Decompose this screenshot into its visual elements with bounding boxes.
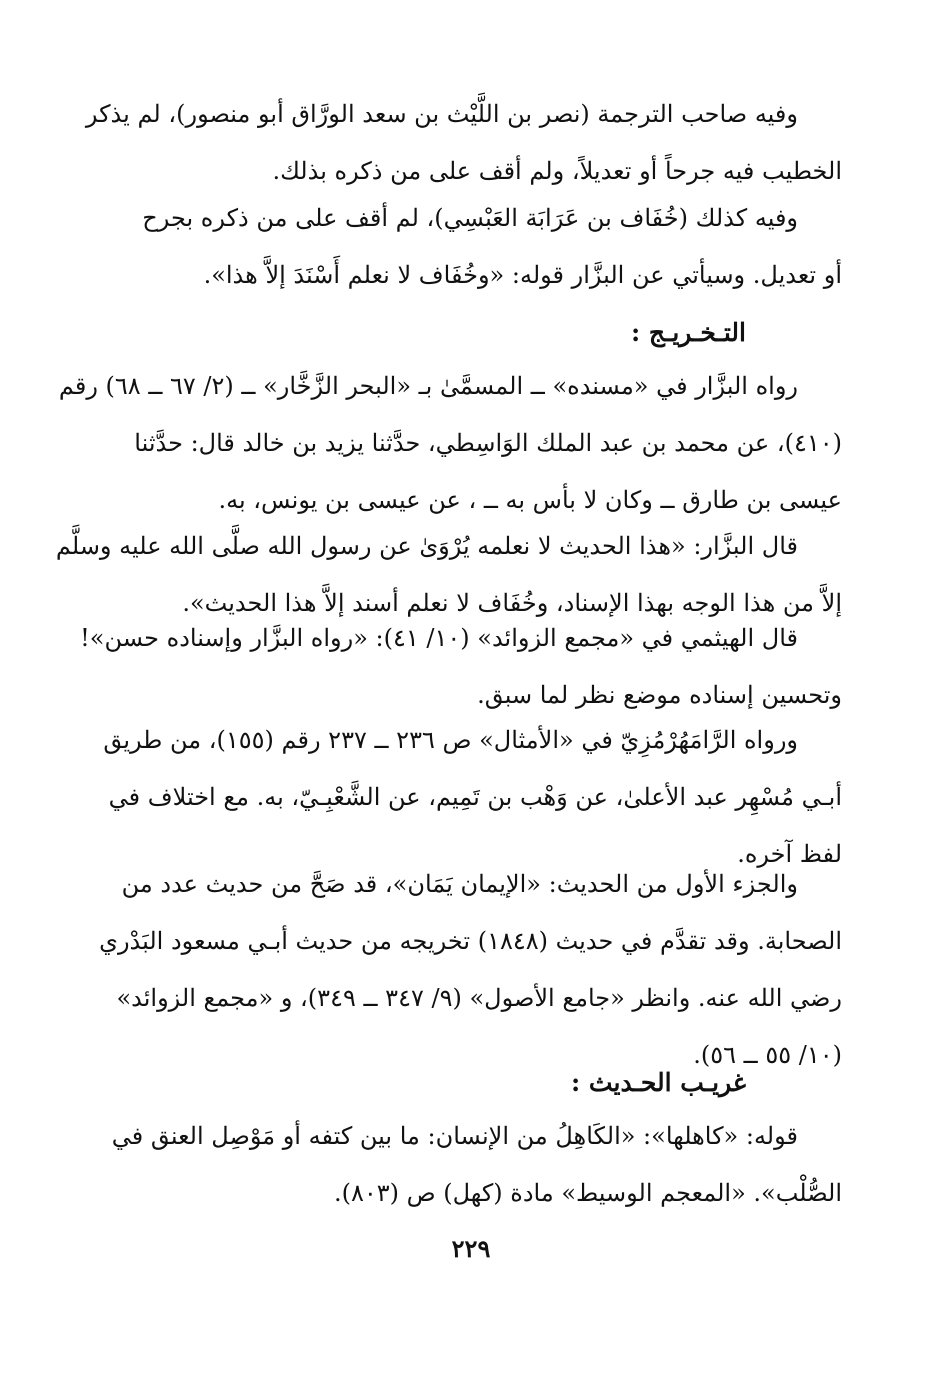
text-line: عيسى بن طارق ــ وكان لا بأس به ــ ، عن عيسى بن يونس، به.	[218, 486, 842, 514]
text-line: (١٠/ ٥٥ ــ ٥٦).	[693, 1041, 842, 1069]
text-line: والجزء الأول من الحديث: «الإيمان يَمَان»، قد صَحَّ من حديث عدد من	[121, 870, 798, 898]
paragraph-translation-note	[85, 86, 842, 200]
text-line: إلاَّ من هذا الوجه بهذا الإسناد، وخُفَاف لا نعلم أسند إلاَّ هذا الحديث».	[182, 589, 842, 617]
text-line: قال الهيثمي في «مجمع الزوائد» (١٠/ ٤١): «رواه البزَّار وإسناده حسن»!	[80, 624, 798, 652]
section-heading-gharib: غريـب الحـديث :	[571, 1068, 746, 1097]
text-line: الصحابة. وقد تقدَّم في حديث (١٨٤٨) تخريجه من حديث أبـي مسعود البَدْري	[99, 927, 842, 955]
text-line: رضي الله عنه. وانظر «جامع الأصول» (٩/ ٣٤٧ ــ ٣٤٩)، و «مجمع الزوائد»	[116, 984, 842, 1012]
paragraph-kahil-definition	[100, 1108, 842, 1222]
text-line: لفظ آخره.	[737, 840, 842, 868]
text-line: وفيه صاحب الترجمة (نصر بن اللَّيْث بن سعد الورَّاق أبو منصور)، لم يذكر	[85, 100, 798, 128]
text-line: رواه البزَّار في «مسنده» ــ المسمَّىٰ بـ «البحر الزَّخَّار» ــ (٢/ ٦٧ ــ ٦٨) رقم	[58, 372, 798, 400]
text-line: الخطيب فيه جرحاً أو تعديلاً، ولم أقف على من ذكره بذلك.	[272, 157, 842, 185]
paragraph-bazzar-narration	[58, 358, 842, 529]
text-line: قوله: «كاهلها»: «الكَاهِلُ من الإنسان: ما بين كتفه أو مَوْصِل العنق في	[111, 1122, 798, 1150]
text-line: قال البزَّار: «هذا الحديث لا نعلمه يُرْوَىٰ عن رسول الله صلَّى الله عليه وسلَّم	[55, 532, 798, 560]
text-line: ورواه الرَّامَهُرْمُزِيّ في «الأمثال» ص ٢٣٦ ــ ٢٣٧ رقم (١٥٥)، من طريق	[103, 726, 798, 754]
paragraph-haythami-comment	[80, 610, 842, 724]
text-line: الصُّلْب». «المعجم الوسيط» مادة (كهل) ص (٨٠٣).	[333, 1179, 842, 1207]
text-line: أبـي مُسْهِر عبد الأعلىٰ، عن وَهْب بن تَمِيم، عن الشَّعْبِـيّ، به. مع اختلاف في	[108, 783, 842, 811]
paragraph-iman-yaman	[100, 856, 842, 1084]
paragraph-khufaf-note	[100, 190, 842, 304]
text-line: وتحسين إسناده موضع نظر لما سبق.	[477, 681, 842, 709]
page-number: ٢٢٩	[451, 1234, 491, 1263]
text-line: أو تعديل. وسيأتي عن البزَّار قوله: «وخُفَاف لا نعلم أَسْنَدَ إلاَّ هذا».	[203, 261, 842, 289]
text-line: (٤١٠)، عن محمد بن عبد الملك الوَاسِطي، حدَّثنا يزيد بن خالد قال: حدَّثنا	[134, 429, 842, 457]
section-heading-takhrij: التـخـريـج :	[630, 318, 746, 347]
text-line: وفيه كذلك (خُفَاف بن عَرَابَة العَبْسِي)، لم أقف على من ذكره بجرح	[142, 204, 798, 232]
